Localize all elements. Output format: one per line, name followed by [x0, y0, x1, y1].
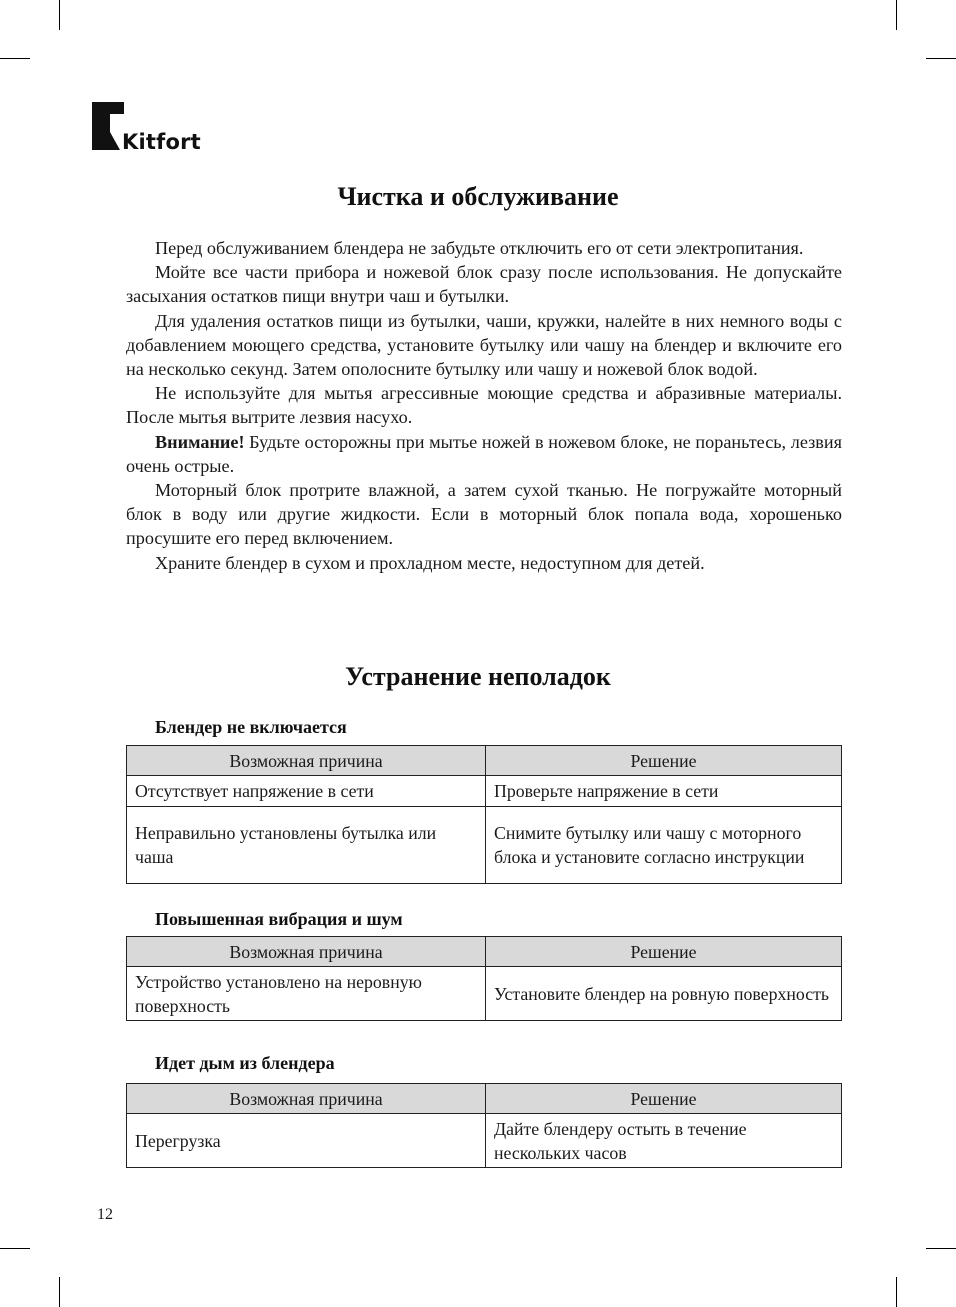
table-row [127, 776, 842, 807]
cause-cell: Неправильно установлены бутылка или чаша [127, 807, 486, 884]
subsection-heading: Повышенная вибрация и шум [155, 909, 403, 929]
paragraph: Для удаления остатков пищи из бутылки, чаши, кружки, налейте в них немного воды с добавлением моющего средства, установите бутылку или чашу на блендер и включите его на несколько секунд. Затем ополосните бутылку или чашу и ножевой блок водой. [126, 310, 842, 380]
crop-mark [896, 0, 897, 30]
column-header-cause: Возможная причина [127, 746, 486, 776]
paragraph: Перед обслуживанием блендера не забудьте отключить его от сети электропитания. [155, 238, 804, 258]
table-header-row [127, 1084, 842, 1114]
crop-mark [926, 1248, 956, 1249]
cause-cell: Устройство установлено на неровную поверхность [127, 967, 486, 1021]
page-number: 12 [97, 1206, 113, 1223]
paragraph: Моторный блок протрите влажной, а затем сухой тканью. Не погружайте моторный блок в воду или другие жидкости. Если в моторный блок попала вода, хорошенько просушите его перед включением. [126, 480, 842, 549]
crop-mark [0, 1248, 30, 1249]
troubleshooting-table [126, 1083, 842, 1168]
troubleshooting-table [126, 745, 842, 884]
paragraph: Не используйте для мытья агрессивные моющие средства и абразивные материалы. После мытья вытрите лезвия насухо. [126, 383, 842, 428]
cause-cell: Перегрузка [127, 1114, 486, 1168]
crop-mark [896, 1277, 897, 1307]
crop-mark [59, 0, 60, 30]
solution-cell: Установите блендер на ровную поверхность [486, 967, 842, 1021]
table-row [127, 807, 842, 884]
table-header-row [127, 937, 842, 967]
warning-label: Внимание! [155, 431, 245, 452]
paragraph-warning [126, 430, 842, 478]
crop-mark [0, 58, 30, 59]
brand-logo [92, 102, 212, 158]
subsection-heading: Идет дым из блендера [155, 1053, 335, 1073]
column-header-solution: Решение [486, 1084, 842, 1114]
troubleshooting-table [126, 936, 842, 1021]
warning-text: Будьте осторожны при мытье ножей в ножевом блоке, не пораньтесь, лезвия очень острые. [126, 431, 842, 476]
subsection-heading: Блендер не включается [155, 717, 347, 737]
column-header-cause: Возможная причина [127, 937, 486, 967]
table-row [127, 1114, 842, 1168]
crop-mark [59, 1277, 60, 1307]
column-header-solution: Решение [486, 937, 842, 967]
crop-mark [926, 58, 956, 59]
cleaning-text [126, 236, 842, 575]
solution-cell: Дайте блендеру остыть в течение нескольких часов [486, 1114, 842, 1168]
column-header-solution: Решение [486, 746, 842, 776]
solution-cell: Проверьте напряжение в сети [486, 776, 842, 807]
paragraph: Мойте все части прибора и ножевой блок сразу после использования. Не допускайте засыхания остатков пищи внутри чаш и бутылки. [126, 262, 842, 307]
cause-cell: Отсутствует напряжение в сети [127, 776, 486, 807]
kitfort-logo-icon [92, 102, 126, 154]
column-header-cause: Возможная причина [127, 1084, 486, 1114]
solution-cell: Снимите бутылку или чашу с моторного блока и установите согласно инструкции [486, 807, 842, 884]
paragraph: Храните блендер в сухом и прохладном месте, недоступном для детей. [155, 552, 705, 573]
section-title-cleaning: Чистка и обслуживание [337, 182, 619, 211]
table-row [127, 967, 842, 1021]
table-header-row [127, 746, 842, 776]
brand-name: Kitfort [122, 130, 201, 154]
section-title-troubleshooting: Устранение неполадок [345, 662, 611, 691]
